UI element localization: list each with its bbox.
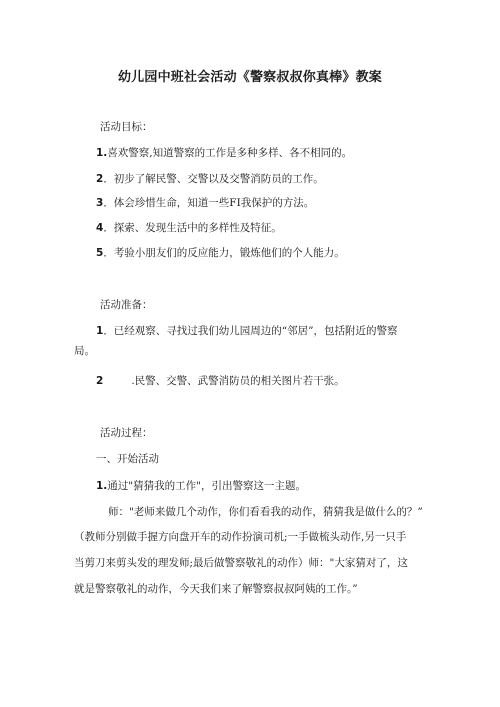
prep-heading: 活动准备：	[100, 299, 153, 311]
goal-item	[96, 146, 352, 160]
goal-text: ．探索、发现生活中的多样性及特征。	[103, 222, 282, 234]
goal-number: 3	[96, 197, 104, 209]
goal-item	[96, 196, 314, 210]
step-number: 1.	[96, 480, 108, 492]
process-heading: 活动过程：	[100, 427, 153, 439]
section-heading: 一、开始活动	[96, 453, 159, 465]
paragraph-line: 当剪刀来剪头发的理发师;最后做警察敬礼的动作）师："大家猜对了，这	[74, 557, 408, 569]
goal-number: 5	[96, 247, 104, 259]
goal-text: ．体会珍惜生命，知道一些FI我保护的方法。	[103, 197, 315, 209]
goal-text: 喜欢警察,知道警察的工作是多种多样、各不相同的。	[107, 147, 353, 159]
goal-number: 2	[96, 173, 104, 185]
goals-heading: 活动目标：	[100, 121, 153, 133]
step-text: 通过"猜猜我的工作"，引出警察这一主题。	[107, 480, 306, 492]
paragraph-line: 师："老师来做几个动作，你们看看我的动作，猜猜我是做什么的？”	[108, 506, 423, 518]
document-title: 幼儿园中班社会活动《警察叔叔你真棒》教案	[117, 70, 382, 85]
goal-item	[96, 172, 324, 186]
paragraph-line: 就是警察敬礼的动作，今天我们来了解警察叔叔阿姨的工作。”	[74, 583, 358, 595]
prep-text: ．已经观察、寻找过我们幼儿园周边的“邻居”，包括附近的警察	[103, 325, 398, 337]
goal-number: 4	[96, 222, 104, 234]
prep-item	[96, 374, 345, 388]
prep-number: 2	[96, 375, 104, 387]
goal-number: 1.	[96, 147, 108, 159]
prep-number: 1	[96, 325, 104, 337]
prep-item	[96, 324, 398, 338]
process-step	[96, 479, 306, 493]
goal-item	[96, 221, 282, 235]
paragraph-line: （教师分别做手握方向盘开车的动作扮演司机;一手做梳头动作,另一只手	[74, 531, 407, 543]
goal-text: ．考验小朋友们的反应能力，锻炼他们的个人能力。	[103, 247, 345, 259]
goal-item	[96, 246, 345, 260]
prep-text-continued: 局。	[74, 345, 95, 357]
goal-text: ．初步了解民警、交警以及交警消防员的工作。	[103, 173, 324, 185]
prep-text: .民警、交警、武警消防员的相关图片若干张。	[131, 375, 345, 387]
